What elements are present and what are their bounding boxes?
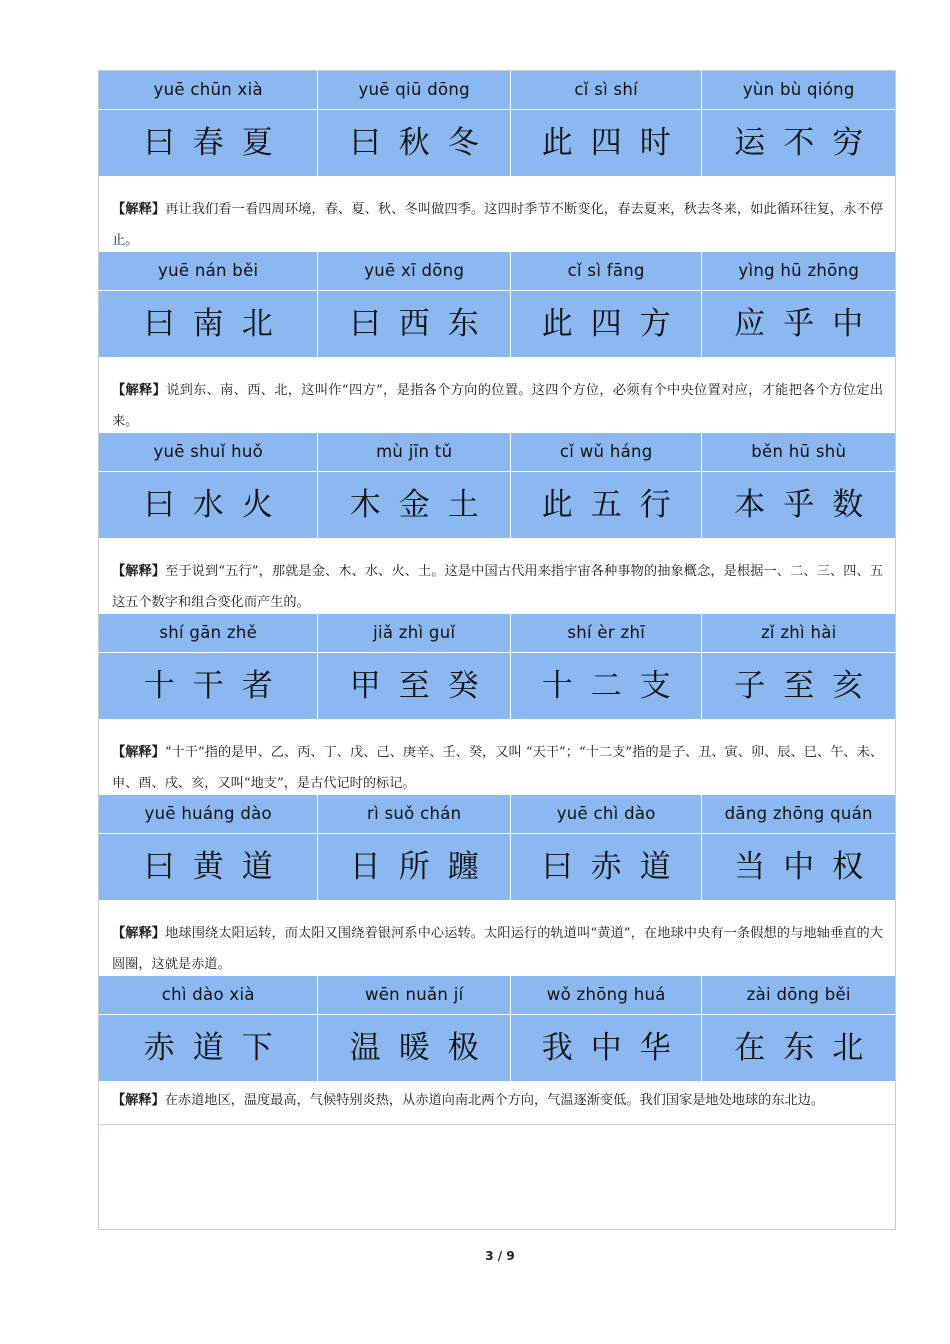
verse-row — [99, 71, 895, 176]
verse-cell — [99, 71, 318, 176]
verse-cell — [99, 795, 318, 900]
hanzi-text: 曰西东 — [349, 306, 497, 342]
pinyin-text: shí gān zhě — [99, 614, 317, 653]
verse-cell — [318, 614, 511, 719]
hanzi-text: 子至亥 — [734, 668, 882, 704]
pinyin-text: jiǎ zhì guǐ — [318, 614, 510, 653]
pinyin-text: dāng zhōng quán — [702, 795, 895, 834]
pinyin-text: cǐ wǔ háng — [511, 433, 702, 472]
pinyin-text: yùn bù qióng — [702, 71, 895, 110]
verse-row — [99, 433, 895, 538]
hanzi-text: 曰秋冬 — [349, 125, 497, 161]
document-page — [98, 70, 896, 1230]
hanzi-text: 十干者 — [143, 668, 291, 704]
hanzi-text: 赤道下 — [143, 1030, 291, 1066]
verse-cell — [318, 976, 511, 1081]
hanzi-text: 甲至癸 — [349, 668, 497, 704]
verse-cell — [702, 614, 895, 719]
explanation-note — [99, 1081, 895, 1125]
verse-row — [99, 795, 895, 900]
verse-row — [99, 976, 895, 1081]
explanation-note — [99, 719, 895, 795]
verse-cell — [511, 976, 703, 1081]
verse-cell — [99, 976, 318, 1081]
hanzi-text: 此四方 — [541, 306, 689, 342]
explanation-tag: 【解释】 — [112, 926, 166, 941]
pinyin-text: yuē xī dōng — [318, 252, 510, 291]
page-number: 3 / 9 — [485, 1249, 515, 1263]
hanzi-text: 木金土 — [349, 487, 497, 523]
verse-cell — [702, 252, 895, 357]
explanation-tag: 【解释】 — [112, 745, 165, 760]
explanation-note — [99, 176, 895, 252]
pinyin-text: yuē chūn xià — [99, 71, 317, 110]
explanation-note — [99, 357, 895, 433]
verse-cell — [702, 433, 895, 538]
verse-cell — [99, 433, 318, 538]
pinyin-text: yuē huáng dào — [99, 795, 317, 834]
pinyin-text: wēn nuǎn jí — [318, 976, 510, 1015]
pinyin-text: yuē qiū dōng — [318, 71, 510, 110]
hanzi-text: 曰赤道 — [541, 849, 689, 885]
explanation-tag: 【解释】 — [112, 383, 167, 398]
verse-cell — [702, 71, 895, 176]
pinyin-text: yuē chì dào — [511, 795, 702, 834]
verse-cell — [511, 795, 703, 900]
hanzi-text: 应乎中 — [734, 306, 882, 342]
explanation-text: 说到东、南、西、北，这叫作“四方”，是指各个方向的位置。这四个方位，必须有个中央位置对应，才能把各个方位定出来。 — [112, 383, 884, 429]
verse-cell — [318, 252, 511, 357]
verse-cell — [511, 252, 703, 357]
pinyin-text: zǐ zhì hài — [702, 614, 895, 653]
explanation-note — [99, 538, 895, 614]
pinyin-text: chì dào xià — [99, 976, 317, 1015]
hanzi-text: 温暖极 — [349, 1030, 497, 1066]
hanzi-text: 十二支 — [541, 668, 689, 704]
pinyin-text: rì suǒ chán — [318, 795, 510, 834]
verse-row — [99, 252, 895, 357]
explanation-tag: 【解释】 — [112, 1093, 165, 1108]
pinyin-text: shí èr zhī — [511, 614, 702, 653]
pinyin-text: wǒ zhōng huá — [511, 976, 702, 1015]
hanzi-text: 当中权 — [734, 849, 882, 885]
explanation-text: “十干”指的是甲、乙、丙、丁、戊、己、庚辛、壬、癸，又叫 “天干”；“十二支”指的是子、丑、寅、卯、辰、巳、午、未、申、酉、戌、亥，又叫“地支”，是古代记时的标记。 — [112, 745, 884, 791]
hanzi-text: 曰黄道 — [143, 849, 291, 885]
explanation-tag: 【解释】 — [112, 564, 166, 579]
verse-cell — [702, 795, 895, 900]
hanzi-text: 在东北 — [734, 1030, 882, 1066]
verse-cell — [511, 433, 703, 538]
explanation-text: 在赤道地区，温度最高，气候特别炎热，从赤道向南北两个方向，气温逐渐变低。我们国家是地处地球的东北边。 — [164, 1093, 825, 1108]
verse-cell — [511, 71, 703, 176]
hanzi-text: 本乎数 — [734, 487, 882, 523]
pinyin-text: yuē nán běi — [99, 252, 317, 291]
explanation-text: 地球围绕太阳运转，而太阳又围绕着银河系中心运转。太阳运行的轨道叫“黄道”，在地球中央有一条假想的与地轴垂直的大圆圈，这就是赤道。 — [112, 926, 883, 972]
verse-cell — [99, 614, 318, 719]
verse-cell — [702, 976, 895, 1081]
pinyin-text: běn hū shù — [702, 433, 895, 472]
pinyin-text: mù jīn tǔ — [318, 433, 510, 472]
hanzi-text: 运不穷 — [734, 125, 882, 161]
explanation-text: 至于说到“五行”，那就是金、木、水、火、土。这是中国古代用来指宇宙各种事物的抽象概念，是根据一、二、三、四、五这五个数字和组合变化而产生的。 — [112, 564, 883, 610]
hanzi-text: 曰南北 — [143, 306, 291, 342]
pinyin-text: cǐ sì shí — [511, 71, 702, 110]
verse-cell — [318, 433, 511, 538]
explanation-tag: 【解释】 — [112, 202, 166, 217]
verse-cell — [99, 252, 318, 357]
hanzi-text: 曰水火 — [143, 487, 291, 523]
explanation-note — [99, 900, 895, 976]
pinyin-text: zài dōng běi — [702, 976, 895, 1015]
verse-cell — [511, 614, 703, 719]
verse-cell — [318, 795, 511, 900]
hanzi-text: 此五行 — [541, 487, 689, 523]
hanzi-text: 我中华 — [541, 1030, 689, 1066]
hanzi-text: 此四时 — [541, 125, 689, 161]
pinyin-text: yuē shuǐ huǒ — [99, 433, 317, 472]
verse-row — [99, 614, 895, 719]
pinyin-text: yìng hū zhōng — [702, 252, 895, 291]
hanzi-text: 曰春夏 — [143, 125, 291, 161]
pinyin-text: cǐ sì fāng — [511, 252, 702, 291]
hanzi-text: 日所躔 — [349, 849, 497, 885]
explanation-text: 再让我们看一看四周环境，春、夏、秋、冬叫做四季。这四时季节不断变化，春去夏来，秋去冬来，如此循环往复，永不停止。 — [112, 202, 884, 248]
verse-cell — [318, 71, 511, 176]
